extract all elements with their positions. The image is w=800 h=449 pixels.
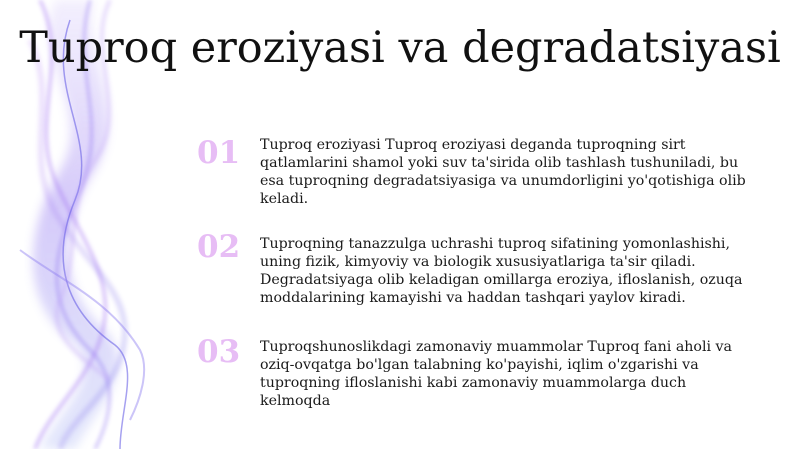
item-text: Tuproqshunoslikdagi zamonaviy muammolar Tuproq fani aholi va oziq-ovqatga bo'lgan talabning ko'payishi, iqlim o'zgarishi va tuproqning ifloslanishi kabi zamonaviy muammolarga duch kelmoqda: [260, 339, 733, 409]
item-text: Tuproq eroziyasi Tuproq eroziyasi deganda tuproqning sirt qatlamlarini shamol yoki suv ta'sirida olib tashlash tushuniladi, bu esa tuproqning degradatsiyasiga va unumdorligini yo'qotishiga olib keladi.: [260, 137, 746, 207]
item-number: 02: [197, 229, 241, 265]
item-text: Tuproqning tanazzulga uchrashi tuproq sifatining yomonlashishi, uning fizik, kimyoviy va biologik xususiyatlariga ta'sir qiladi. Degradatsiyaga olib keladigan omillarga eroziya, ifloslanish, ozuqa moddalarining kamayishi va haddan tashqari yaylov kiradi.: [260, 236, 743, 306]
slide-title: Tuproq eroziyasi va degradatsiyasi: [19, 23, 781, 73]
item-number: 03: [197, 334, 241, 370]
item-number: 01: [197, 135, 241, 171]
